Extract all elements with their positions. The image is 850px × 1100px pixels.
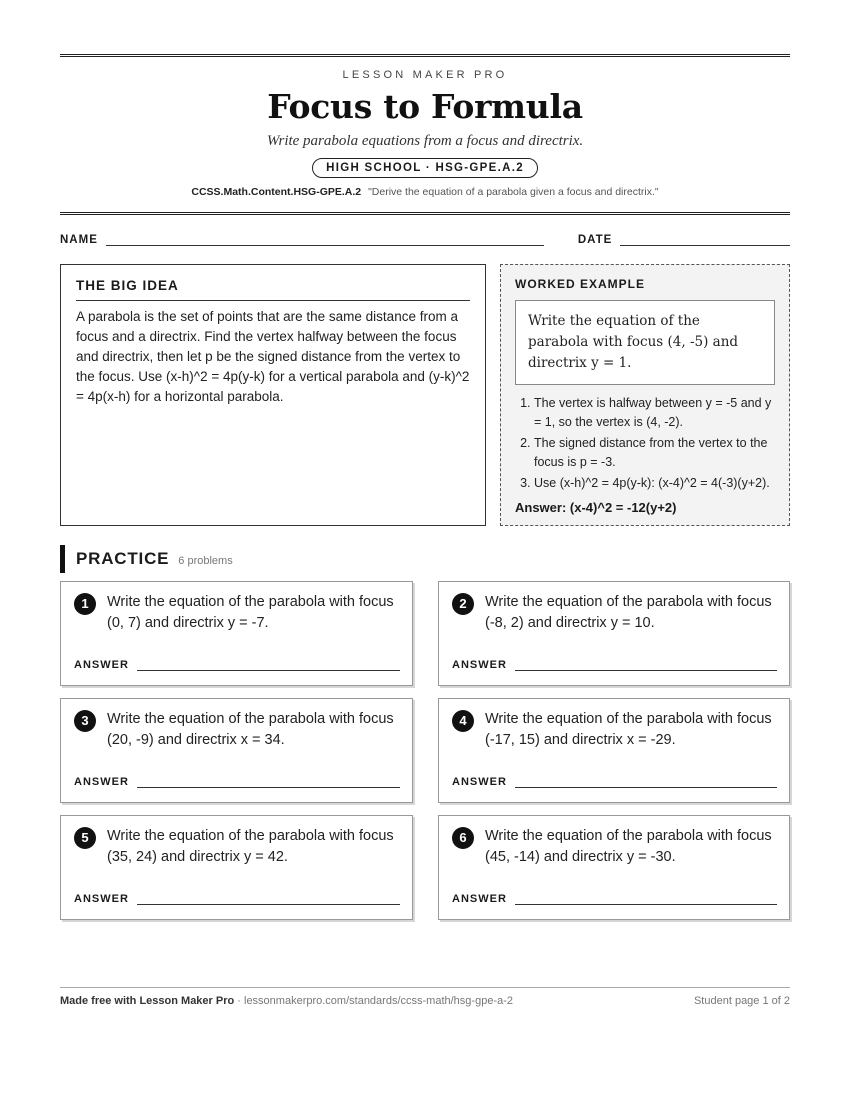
worked-example-answer: Answer: (x-4)^2 = -12(y+2) <box>515 500 677 515</box>
big-idea-heading: THE BIG IDEA <box>76 278 470 301</box>
answer-field[interactable] <box>137 787 400 788</box>
step-item: 3. Use (x-h)^2 = 4p(y-k): (x-4)^2 = 4(-3)(y+2). <box>534 474 775 493</box>
answer-label: ANSWER <box>452 893 507 905</box>
problem-number: 1 <box>74 593 96 615</box>
standard-line <box>60 186 790 198</box>
page-footer <box>60 987 790 1007</box>
step-item: 1. The vertex is halfway between y = -5 and y = 1, so the vertex is (4, -2). <box>534 394 775 432</box>
answer-label: ANSWER <box>452 659 507 671</box>
answer-label: ANSWER <box>74 659 129 671</box>
answer-row <box>74 776 400 788</box>
problem-count: 6 problems <box>178 555 233 567</box>
page-subtitle: Write parabola equations from a focus and directrix. <box>266 133 584 149</box>
problem-number: 6 <box>452 827 474 849</box>
answer-field[interactable] <box>515 787 777 788</box>
worked-example-box <box>500 264 790 526</box>
answer-field[interactable] <box>137 670 400 671</box>
brand-label: LESSON MAKER PRO <box>342 69 508 81</box>
problem-card <box>438 698 790 803</box>
answer-row <box>74 659 400 671</box>
problem-card <box>60 698 413 803</box>
problem-card <box>60 815 413 920</box>
name-label: NAME <box>60 234 98 246</box>
answer-row <box>452 659 777 671</box>
worksheet-page <box>60 0 790 920</box>
worked-example-problem: Write the equation of the parabola with focus (4, -5) and directrix y = 1. <box>515 300 775 385</box>
page-title: Focus to Formula <box>267 87 583 126</box>
answer-field[interactable] <box>515 670 777 671</box>
worked-example-heading: WORKED EXAMPLE <box>515 277 646 291</box>
answer-label: ANSWER <box>74 893 129 905</box>
problem-number: 5 <box>74 827 96 849</box>
problem-card <box>438 815 790 920</box>
date-field[interactable] <box>620 245 790 246</box>
answer-row <box>452 893 777 905</box>
practice-heading <box>60 545 790 573</box>
big-idea-box <box>60 264 486 526</box>
answer-field[interactable] <box>515 904 777 905</box>
date-label: DATE <box>577 234 613 246</box>
problem-text: Write the equation of the parabola with focus (0, 7) and directrix y = -7. <box>107 594 394 631</box>
answer-label: ANSWER <box>74 776 129 788</box>
header-bottom-rule <box>60 212 790 215</box>
name-date-row <box>60 234 790 246</box>
practice-title: PRACTICE <box>76 549 170 568</box>
answer-field[interactable] <box>137 904 400 905</box>
footer-url[interactable]: · lessonmakerpro.com/standards/ccss-math/hsg-gpe-a-2 <box>234 995 513 1007</box>
worked-example-steps <box>515 394 775 493</box>
problem-card <box>60 581 413 686</box>
name-field[interactable] <box>106 245 544 246</box>
problem-number: 4 <box>452 710 474 732</box>
top-double-rule <box>60 54 790 57</box>
problem-text: Write the equation of the parabola with focus (-8, 2) and directrix y = 10. <box>485 594 772 631</box>
big-idea-text: A parabola is the set of points that are the same distance from a focus and a directrix. Find the vertex halfway between the focus and directrix, then let p be the signed distance from the vertex to the focus. Use (x-h)^2 = 4p(y-k) for a vertical parabola and (y-k)^2 = 4p(x-h) for a horizontal parabola. <box>76 309 470 404</box>
standard-code: CCSS.Math.Content.HSG-GPE.A.2 <box>191 186 362 198</box>
problem-number: 3 <box>74 710 96 732</box>
problem-card <box>438 581 790 686</box>
footer-made-with: Made free with Lesson Maker Pro <box>60 995 235 1007</box>
problem-text: Write the equation of the parabola with focus (35, 24) and directrix y = 42. <box>107 828 394 865</box>
practice-grid <box>60 581 790 920</box>
answer-label: ANSWER <box>452 776 507 788</box>
problem-text: Write the equation of the parabola with focus (-17, 15) and directrix x = -29. <box>485 711 772 748</box>
problem-text: Write the equation of the parabola with focus (45, -14) and directrix y = -30. <box>485 828 772 865</box>
answer-row <box>452 776 777 788</box>
answer-row <box>74 893 400 905</box>
problem-text: Write the equation of the parabola with focus (20, -9) and directrix x = 34. <box>107 711 394 748</box>
standard-description: "Derive the equation of a parabola given a focus and directrix." <box>368 186 659 198</box>
footer-page-number: Student page 1 of 2 <box>693 995 790 1007</box>
problem-number: 2 <box>452 593 474 615</box>
footer-credit <box>60 995 513 1007</box>
step-item: 2. The signed distance from the vertex to the focus is p = -3. <box>534 434 775 472</box>
grade-standard-badge: HIGH SCHOOL · HSG-GPE.A.2 <box>312 158 538 178</box>
